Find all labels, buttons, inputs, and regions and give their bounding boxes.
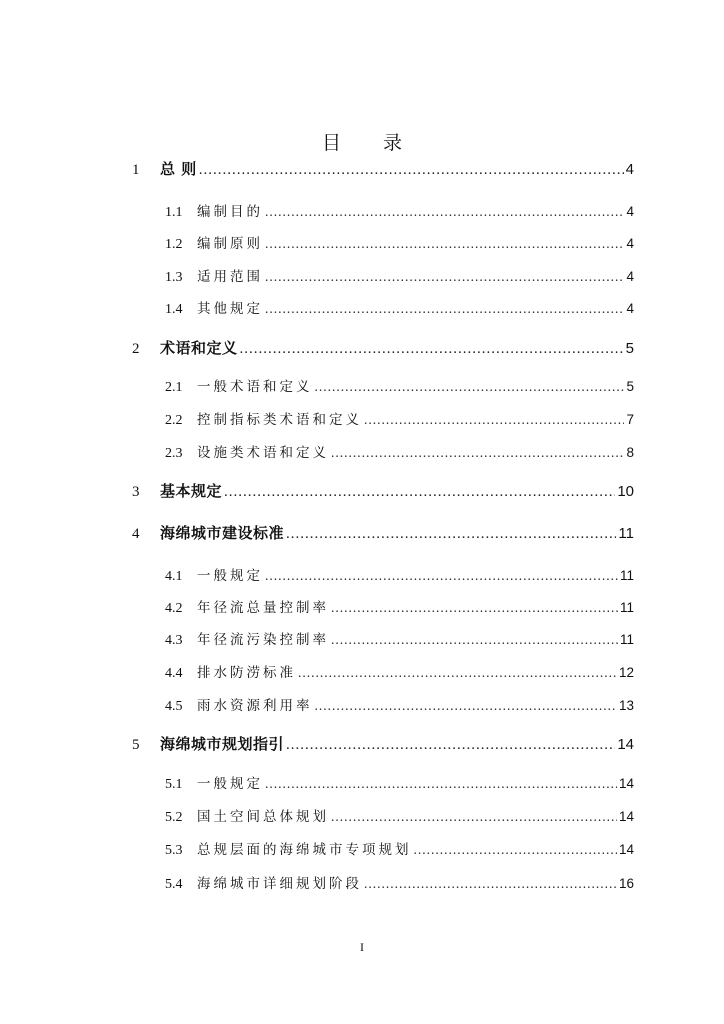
toc-label: 国土空间总体规划: [197, 809, 329, 825]
toc-number: 2: [132, 341, 140, 357]
toc-leader: [298, 665, 617, 681]
toc-leader: [265, 204, 624, 220]
toc-entry-1-2[interactable]: [165, 232, 634, 253]
toc-leader: [364, 412, 624, 428]
toc-page-number: 5: [625, 340, 634, 357]
toc-leader: [331, 632, 618, 648]
toc-leader: [265, 269, 624, 285]
toc-leader: [224, 484, 615, 501]
toc-leader: [286, 737, 615, 754]
toc-number: 4.4: [165, 666, 183, 681]
toc-leader: [331, 600, 618, 616]
toc-page-number: 11: [619, 632, 634, 647]
toc-entry-5-3[interactable]: [165, 838, 634, 859]
toc-label: 年径流污染控制率: [197, 632, 329, 648]
toc-entry-2-2[interactable]: [165, 408, 634, 429]
toc-number: 2.1: [165, 380, 183, 395]
toc-entry-2-3[interactable]: [165, 441, 634, 462]
toc-label: 术语和定义: [160, 339, 238, 357]
toc-number: 1.3: [165, 270, 183, 285]
toc-page-number: 5: [626, 379, 634, 394]
toc-label: 设施类术语和定义: [197, 445, 329, 461]
toc-number: 5.2: [165, 810, 183, 825]
toc-label: 编制目的: [197, 204, 263, 220]
toc-entry-3[interactable]: [132, 480, 634, 501]
toc-number: 1: [132, 162, 140, 178]
toc-page-number: 7: [626, 412, 634, 427]
toc-leader: [240, 341, 624, 358]
toc-label: 年径流总量控制率: [197, 600, 329, 616]
toc-page-number: 11: [619, 568, 634, 583]
toc-page-number: 16: [618, 876, 634, 891]
toc-entry-5-2[interactable]: [165, 805, 634, 826]
toc-leader: [331, 445, 624, 461]
toc-number: 4.1: [165, 569, 183, 584]
toc-leader: [265, 301, 624, 317]
toc-page-number: 14: [618, 809, 634, 824]
toc-label: 雨水资源利用率: [197, 698, 313, 714]
toc-page-number: 11: [618, 525, 634, 542]
toc-label: 海绵城市建设标准: [160, 524, 285, 542]
toc-label: 海绵城市详细规划阶段: [197, 876, 362, 892]
toc-leader: [199, 162, 624, 179]
toc-label: 总规层面的海绵城市专项规划: [197, 842, 412, 858]
toc-number: 4.2: [165, 601, 183, 616]
toc-entry-4-3[interactable]: [165, 628, 634, 649]
toc-entry-5-4[interactable]: [165, 872, 634, 893]
toc-number: 1.1: [165, 205, 183, 220]
toc-label: 一般规定: [197, 568, 263, 584]
toc-entry-4-2[interactable]: [165, 596, 634, 617]
toc-entry-5-1[interactable]: [165, 772, 634, 793]
toc-page-number: 4: [626, 301, 634, 316]
toc-label: 一般术语和定义: [197, 379, 313, 395]
toc-entry-4[interactable]: [132, 522, 634, 543]
toc-number: 1.4: [165, 302, 183, 317]
toc-leader: [265, 776, 617, 792]
toc-leader: [286, 526, 616, 543]
toc-entry-1-3[interactable]: [165, 265, 634, 286]
toc-page-number: 11: [619, 600, 634, 615]
toc-page-number: 4: [626, 204, 634, 219]
toc-label: 适用范围: [197, 269, 263, 285]
toc-label: 编制原则: [197, 236, 263, 252]
toc-entry-4-5[interactable]: [165, 694, 634, 715]
toc-leader: [315, 698, 617, 714]
toc-entry-4-4[interactable]: [165, 661, 634, 682]
toc-page-number: 14: [618, 842, 634, 857]
toc-label: 海绵城市规划指引: [160, 735, 285, 753]
toc-page-number: 8: [626, 445, 634, 460]
toc-number: 5.4: [165, 877, 183, 892]
toc-page-number: 14: [617, 736, 634, 753]
toc-number: 4: [132, 526, 140, 542]
toc-entry-2-1[interactable]: [165, 375, 634, 396]
toc-number: 3: [132, 484, 140, 500]
toc-entry-1-1[interactable]: [165, 200, 634, 221]
toc-entry-4-1[interactable]: [165, 564, 634, 585]
toc-leader: [414, 842, 617, 858]
toc-label: 排水防涝标准: [197, 665, 296, 681]
toc-number: 5.3: [165, 843, 183, 858]
toc-page-number: 4: [626, 236, 634, 251]
toc-page-number: 13: [618, 698, 634, 713]
toc-entry-1[interactable]: [132, 158, 634, 179]
toc-label: 控制指标类术语和定义: [197, 412, 362, 428]
toc-title: 目 录: [321, 132, 421, 154]
toc-label: 总 则: [160, 160, 197, 178]
toc-number: 2.3: [165, 446, 183, 461]
toc-page-number: 4: [625, 161, 634, 178]
toc-entry-5[interactable]: [132, 733, 634, 754]
toc-number: 4.5: [165, 699, 183, 714]
toc-page-number: 10: [617, 483, 634, 500]
toc-page-number: 14: [618, 776, 634, 791]
toc-number: 4.3: [165, 633, 183, 648]
toc-number: 5.1: [165, 777, 183, 792]
toc-label: 其他规定: [197, 301, 263, 317]
toc-entry-1-4[interactable]: [165, 297, 634, 318]
toc-label: 基本规定: [160, 482, 223, 500]
toc-leader: [364, 876, 617, 892]
toc-page-number: 4: [626, 269, 634, 284]
toc-page-number: 12: [618, 665, 634, 680]
toc-number: 1.2: [165, 237, 183, 252]
toc-leader: [265, 236, 624, 252]
toc-number: 2.2: [165, 413, 183, 428]
toc-entry-2[interactable]: [132, 337, 634, 358]
toc-leader: [265, 568, 618, 584]
page-number-footer: I: [360, 940, 364, 954]
toc-leader: [331, 809, 617, 825]
toc-leader: [315, 379, 625, 395]
toc-number: 5: [132, 737, 140, 753]
toc-label: 一般规定: [197, 776, 263, 792]
